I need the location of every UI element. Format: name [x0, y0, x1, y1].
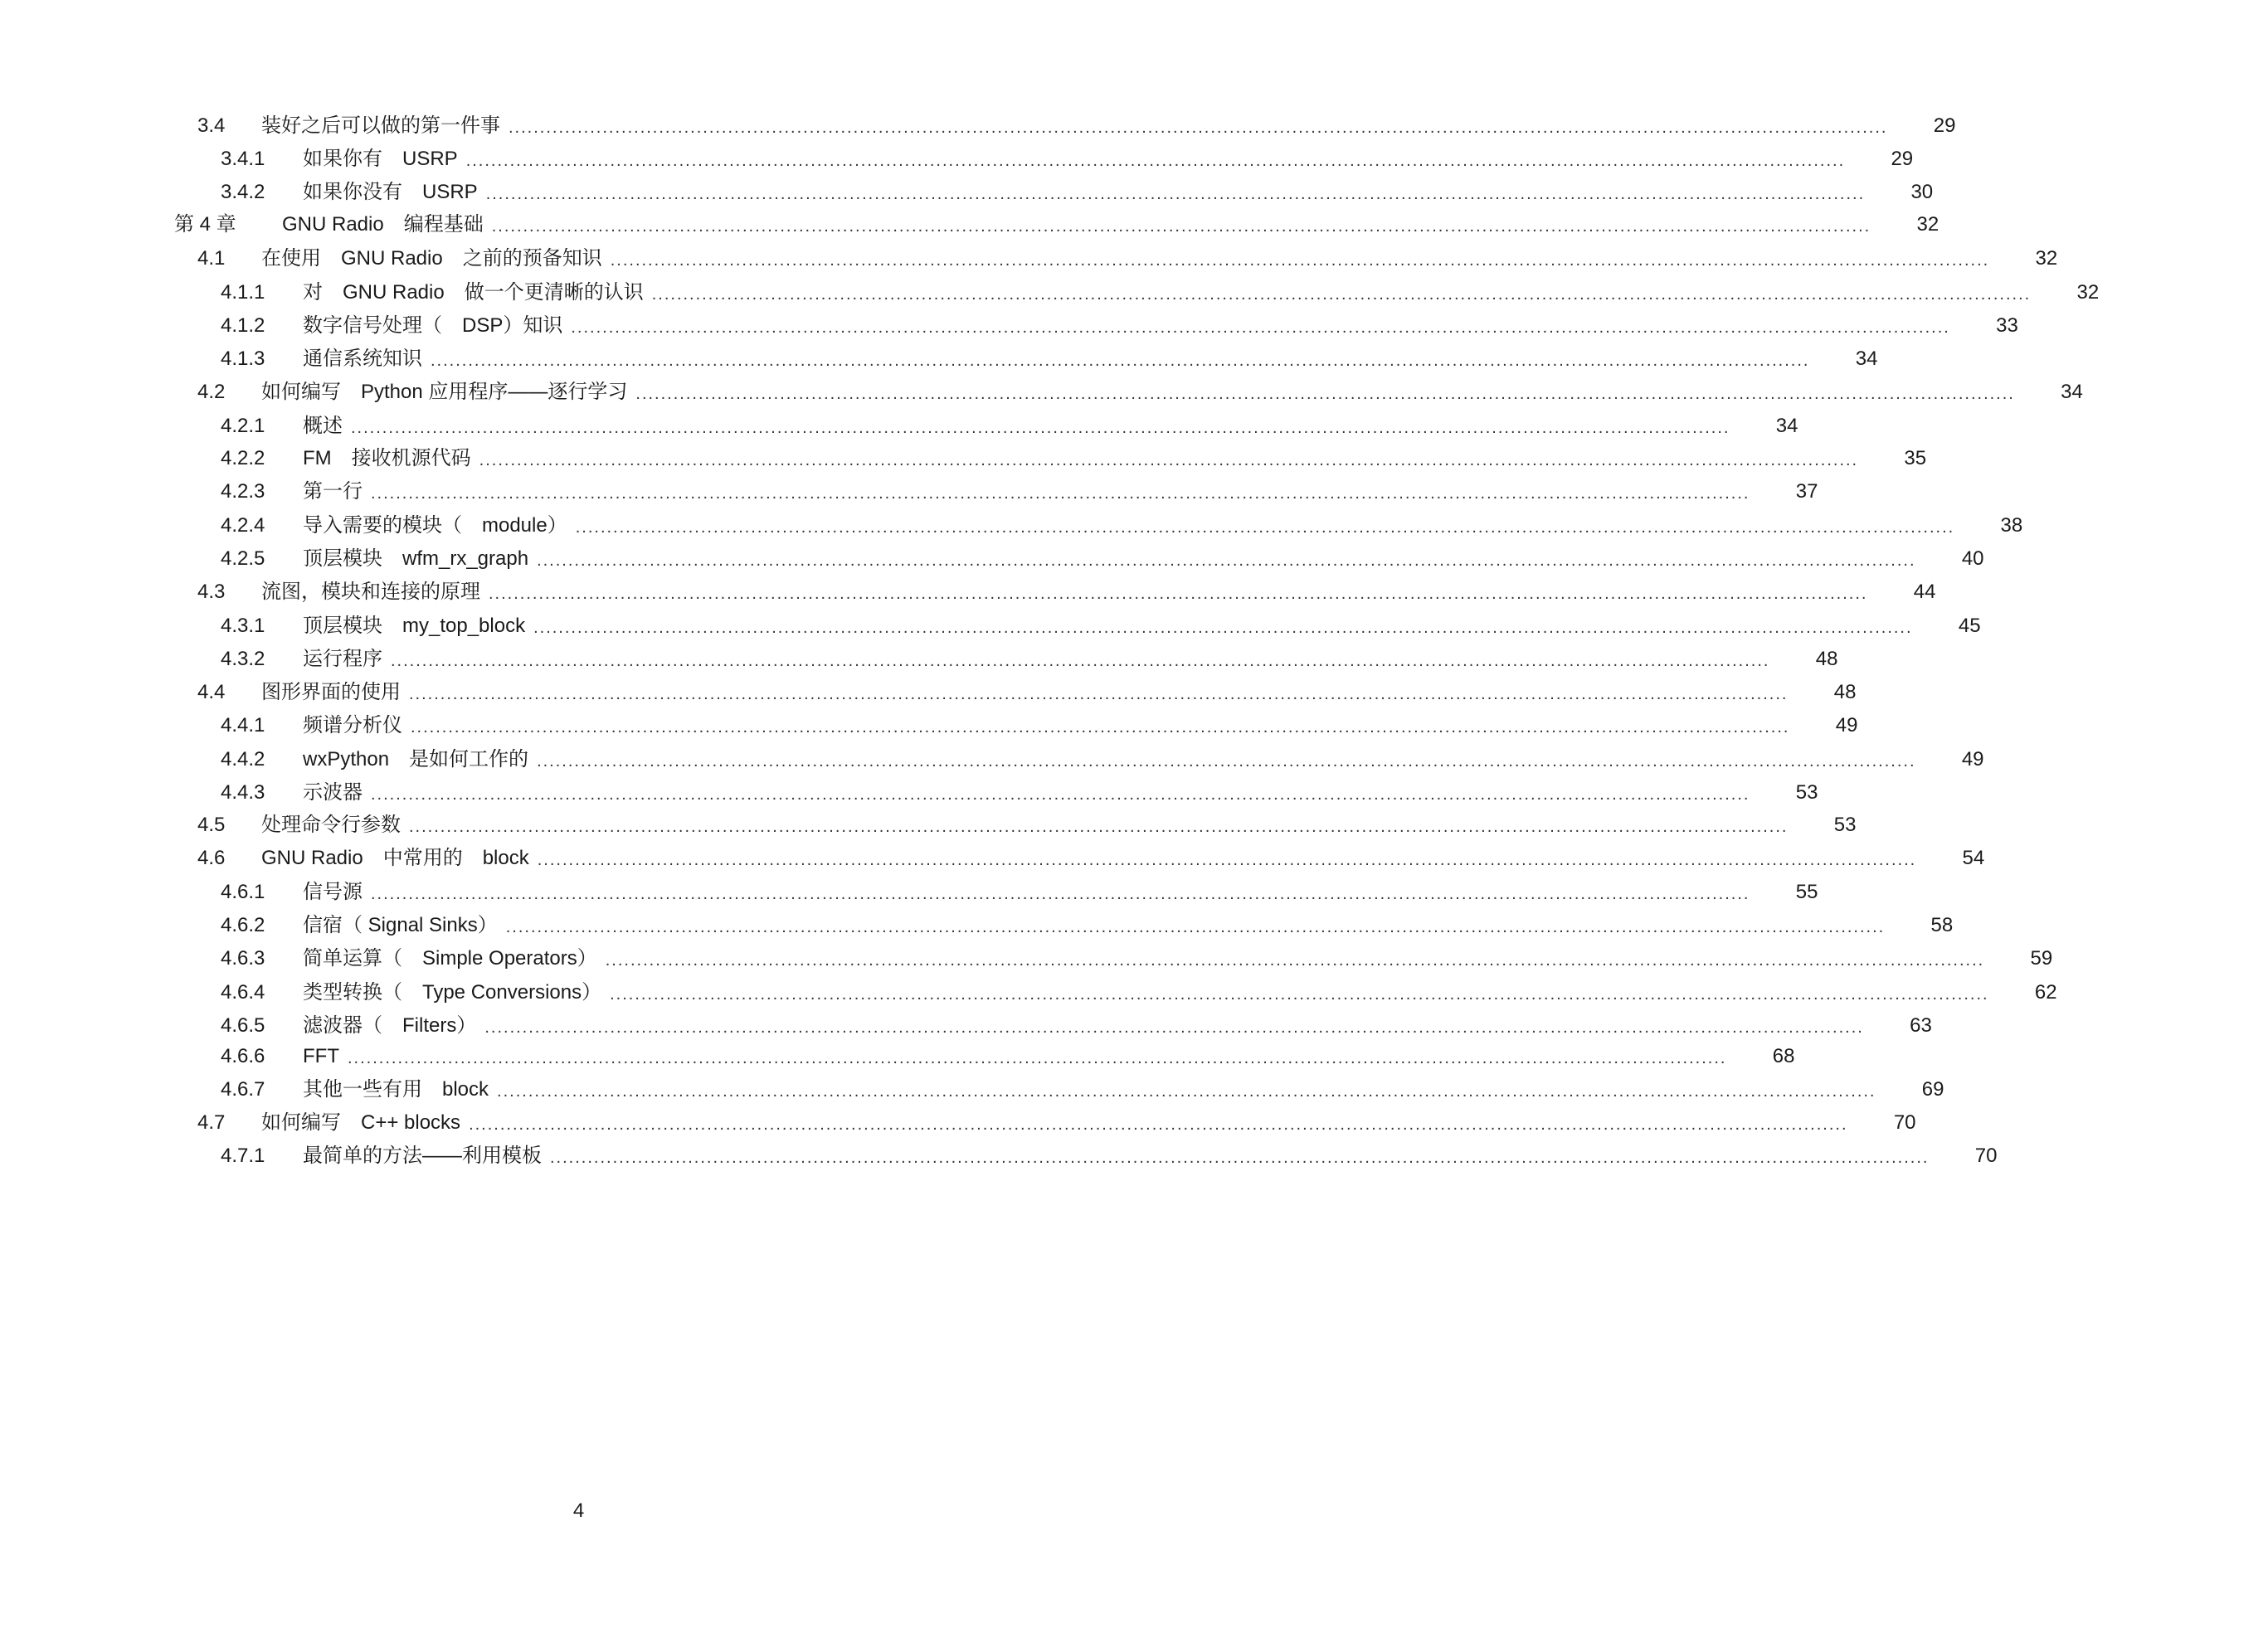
dot-leader: ............................................................................................................................................................................................................................	[610, 985, 1989, 1004]
toc-entry-page: 34	[2061, 381, 2083, 403]
toc-entry[interactable]	[0, 242, 2058, 275]
toc-entry-page: 38	[2000, 514, 2023, 537]
toc-entry-page: 54	[1962, 847, 1985, 869]
toc-entry-title: 导入需要的模块（ module）	[303, 514, 567, 537]
toc-entry[interactable]	[0, 876, 1818, 909]
toc-entry[interactable]	[0, 276, 2100, 309]
toc-entry-title: 处理命令行参数	[261, 814, 401, 836]
toc-entry-number: 4.3.2	[221, 648, 265, 670]
toc-entry-number: 4.7	[197, 1111, 226, 1134]
toc-entry[interactable]	[0, 542, 1984, 576]
toc-entry-title: 流图，模块和连接的原理	[261, 581, 480, 603]
toc-entry-title: 滤波器（ Filters）	[303, 1014, 477, 1037]
toc-entry-number: 4.6.1	[221, 881, 265, 903]
toc-entry-number: 3.4.2	[221, 181, 265, 203]
toc-entry-title: FM 接收机源代码	[303, 447, 471, 469]
toc-entry-title: 对 GNU Radio 做一个更清晰的认识	[303, 281, 644, 304]
toc-entry-number: 4.6.7	[221, 1078, 265, 1101]
toc-entry-title: 第一行	[303, 480, 363, 503]
toc-entry-title: 如何编写 Python 应用程序——逐行学习	[261, 381, 628, 403]
toc-entry-title: FFT	[303, 1045, 339, 1067]
dot-leader: ............................................................................................................................................................................................................................	[391, 652, 1770, 670]
toc-entry[interactable]	[0, 475, 1818, 508]
dot-leader: ............................................................................................................................................................................................................................	[509, 119, 1888, 137]
toc-entry-title: 数字信号处理（ DSP）知识	[303, 314, 563, 337]
toc-entry-page: 35	[1904, 447, 1927, 469]
toc-entry-title: 装好之后可以做的第一件事	[261, 114, 500, 137]
toc-entry[interactable]	[0, 842, 1985, 875]
dot-leader: ............................................................................................................................................................................................................................	[484, 1018, 1864, 1037]
toc-entry-page: 29	[1933, 114, 1956, 137]
dot-leader: ............................................................................................................................................................................................................................	[533, 619, 1913, 637]
toc-entry[interactable]	[0, 1140, 1998, 1173]
toc-entry-page: 58	[1930, 914, 1954, 936]
toc-entry-title: 顶层模块 my_top_block	[303, 615, 526, 637]
toc-entry[interactable]	[0, 376, 2083, 409]
dot-leader: ............................................................................................................................................................................................................................	[605, 951, 1985, 970]
toc-entry[interactable]	[0, 143, 1914, 176]
toc-entry-title: 在使用 GNU Radio 之前的预备知识	[261, 247, 602, 270]
dot-leader: ............................................................................................................................................................................................................................	[491, 217, 1871, 236]
toc-entry-title: 图形界面的使用	[261, 681, 401, 703]
dot-leader: ............................................................................................................................................................................................................................	[409, 818, 1789, 836]
toc-entry-number: 4.2.1	[221, 415, 265, 437]
toc-entry[interactable]	[0, 1073, 1944, 1106]
dot-leader: ............................................................................................................................................................................................................................	[489, 585, 1868, 603]
toc-entry-title: 频谱分析仪	[303, 714, 402, 736]
toc-entry[interactable]	[0, 610, 1981, 643]
dot-leader: ............................................................................................................................................................................................................................	[371, 785, 1750, 804]
toc-entry[interactable]	[0, 1106, 1916, 1140]
dot-leader: ............................................................................................................................................................................................................................	[537, 851, 1917, 869]
dot-leader: ............................................................................................................................................................................................................................	[635, 385, 2015, 403]
toc-entry-number: 4.4.3	[221, 781, 265, 804]
toc-entry[interactable]	[0, 309, 2018, 343]
toc-entry[interactable]	[0, 442, 1927, 475]
toc-entry-page: 59	[2030, 947, 2053, 970]
toc-entry-page: 30	[1910, 181, 1934, 203]
toc-entry-number: 4.7.1	[221, 1145, 265, 1167]
dot-leader: ............................................................................................................................................................................................................................	[610, 251, 1990, 270]
toc-entry[interactable]	[0, 1009, 1932, 1043]
dot-leader: ............................................................................................................................................................................................................................	[465, 152, 1846, 170]
toc-entry-title: GNU Radio 中常用的 block	[261, 847, 529, 869]
dot-leader: ............................................................................................................................................................................................................................	[371, 484, 1750, 503]
toc-entry-number: 4.3.1	[221, 615, 265, 637]
toc-entry[interactable]	[0, 743, 1984, 776]
toc-entry-title: 示波器	[303, 781, 363, 804]
toc-entry-title: 概述	[303, 415, 343, 437]
dot-leader: ............................................................................................................................................................................................................................	[550, 1149, 1930, 1167]
toc-entry-title: 信宿（ Signal Sinks）	[303, 914, 498, 936]
dot-leader: ............................................................................................................................................................................................................................	[485, 185, 1866, 203]
toc-entry-number: 4.4	[197, 681, 226, 703]
dot-leader: ............................................................................................................................................................................................................................	[431, 352, 1810, 370]
toc-entry-title: 最简单的方法——利用模板	[303, 1145, 542, 1167]
toc-entry-page: 32	[2076, 281, 2100, 304]
toc-entry-number: 4.2.4	[221, 514, 265, 537]
toc-entry-number: 4.1	[197, 247, 226, 270]
toc-entry-page: 53	[1833, 814, 1857, 836]
toc-entry-title: 类型转换（ Type Conversions）	[303, 981, 602, 1004]
page-number: 4	[572, 1499, 585, 1522]
toc-entry-number: 4.5	[197, 814, 226, 836]
toc-entry-title: 如何编写 C++ blocks	[261, 1111, 461, 1134]
toc-entry-page: 34	[1855, 348, 1878, 370]
toc-entry-title: 简单运算（ Simple Operators）	[303, 947, 597, 970]
toc-entry-number: 4.3	[197, 581, 226, 603]
toc-entry-number: 4.1.1	[221, 281, 265, 304]
toc-entry-page: 32	[1916, 213, 1939, 236]
toc-entry-page: 69	[1921, 1078, 1944, 1101]
toc-entry-page: 49	[1961, 748, 1984, 770]
toc-entry[interactable]	[0, 343, 1878, 376]
toc-entry-title: 通信系统知识	[303, 348, 422, 370]
toc-entry-page: 70	[1893, 1111, 1916, 1134]
toc-entry[interactable]	[0, 643, 1838, 676]
toc-entry[interactable]	[0, 176, 1934, 209]
dot-leader: ............................................................................................................................................................................................................................	[371, 885, 1750, 903]
toc-entry[interactable]	[0, 942, 2053, 975]
dot-leader: ............................................................................................................................................................................................................................	[575, 518, 1955, 537]
toc-entry-number: 4.1.2	[221, 314, 265, 337]
toc-entry-title: 如果你有 USRP	[303, 148, 458, 170]
toc-entry-number: 4.6.3	[221, 947, 265, 970]
toc-entry-title: 运行程序	[303, 648, 382, 670]
toc-entry-number: 4.2	[197, 381, 226, 403]
dot-leader: ............................................................................................................................................................................................................................	[571, 318, 1950, 337]
toc-entry-page: 29	[1891, 148, 1914, 170]
dot-leader: ............................................................................................................................................................................................................................	[409, 685, 1789, 703]
toc-entry-page: 40	[1961, 547, 1984, 570]
toc-entry[interactable]	[0, 909, 1954, 942]
toc-entry-page: 55	[1795, 881, 1818, 903]
toc-entry-number: 4.6.6	[221, 1045, 265, 1067]
toc-entry-number: 3.4.1	[221, 148, 265, 170]
toc-entry-page: 62	[2034, 981, 2057, 1004]
toc-entry-number: 4.2.5	[221, 547, 265, 570]
toc-entry-title: 如果你没有 USRP	[303, 181, 478, 203]
dot-leader: ............................................................................................................................................................................................................................	[497, 1082, 1876, 1101]
toc-entry-number: 4.2.2	[221, 447, 265, 469]
toc-entry-number: 4.6.5	[221, 1014, 265, 1037]
dot-leader: ............................................................................................................................................................................................................................	[537, 552, 1916, 570]
dot-leader: ............................................................................................................................................................................................................................	[651, 285, 2032, 304]
toc-entry-title: 顶层模块 wfm_rx_graph	[303, 547, 529, 570]
toc-entry[interactable]	[0, 208, 1939, 241]
toc-entry-number: 4.4.1	[221, 714, 265, 736]
dot-leader: ............................................................................................................................................................................................................................	[505, 918, 1886, 936]
toc-entry[interactable]	[0, 776, 1818, 809]
toc-entry[interactable]	[0, 576, 1936, 609]
toc-entry-page: 37	[1795, 480, 1818, 503]
toc-entry-page: 34	[1775, 415, 1798, 437]
toc-entry-number: 4.1.3	[221, 348, 265, 370]
toc-entry-page: 48	[1815, 648, 1838, 670]
toc-entry-number: 4.6.2	[221, 914, 265, 936]
toc-entry[interactable]	[0, 109, 1956, 143]
toc-entry[interactable]	[0, 976, 2057, 1009]
toc-entry-number: 4.4.2	[221, 748, 265, 770]
dot-leader: ............................................................................................................................................................................................................................	[351, 419, 1730, 437]
toc-entry-page: 68	[1772, 1045, 1795, 1067]
toc-entry-title: wxPython 是如何工作的	[303, 748, 529, 770]
dot-leader: ............................................................................................................................................................................................................................	[537, 752, 1916, 770]
toc-entry-number: 4.2.3	[221, 480, 265, 503]
toc-entry-page: 44	[1913, 581, 1936, 603]
toc-entry-number: 4.6	[197, 847, 226, 869]
toc-entry-title: GNU Radio 编程基础	[282, 213, 484, 236]
toc-entry-number: 第 4 章	[174, 213, 236, 236]
toc-entry-page: 63	[1910, 1014, 1932, 1037]
toc-entry-title: 信号源	[303, 881, 363, 903]
toc-entry-page: 45	[1958, 615, 1981, 637]
dot-leader: ............................................................................................................................................................................................................................	[411, 718, 1790, 736]
dot-leader: ............................................................................................................................................................................................................................	[479, 451, 1859, 469]
dot-leader: ............................................................................................................................................................................................................................	[469, 1115, 1848, 1134]
toc-entry-title: 其他一些有用 block	[303, 1078, 489, 1101]
toc-entry-page: 53	[1795, 781, 1818, 804]
toc-entry-page: 32	[2035, 247, 2058, 270]
toc-entry[interactable]	[0, 709, 1858, 742]
dot-leader: ............................................................................................................................................................................................................................	[347, 1049, 1727, 1067]
toc-entry-number: 4.6.4	[221, 981, 265, 1004]
toc-entry[interactable]	[0, 410, 1798, 443]
toc-entry[interactable]	[0, 509, 2023, 542]
toc-entry-page: 33	[1996, 314, 2018, 337]
toc-entry-page: 49	[1835, 714, 1858, 736]
toc-entry[interactable]	[0, 676, 1857, 709]
toc-entry-number: 3.4	[197, 114, 226, 137]
toc-entry[interactable]	[0, 1040, 1795, 1073]
toc-entry[interactable]	[0, 809, 1857, 842]
toc-entry-page: 48	[1833, 681, 1857, 703]
toc-entry-page: 70	[1974, 1145, 1998, 1167]
